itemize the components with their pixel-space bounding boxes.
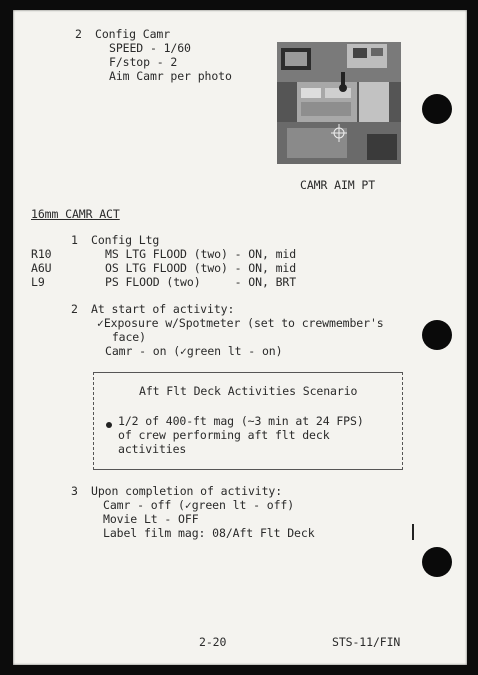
step3-line: Camr - off (✓green lt - off) [103,498,295,512]
scenario-title: Aft Flt Deck Activities Scenario [139,384,358,398]
document-id: STS-11/FIN [332,635,401,649]
scenario-line: activities [118,442,187,456]
scenario-line: 1/2 of 400-ft mag (~3 min at 24 FPS) [118,414,364,428]
binder-hole [422,94,452,124]
step3-title: Upon completion of activity: [91,484,283,498]
section-title: 16mm CAMR ACT [31,207,120,221]
photo-caption: CAMR AIM PT [300,178,376,192]
change-bar [412,524,414,540]
step3-number: 3 [71,484,78,498]
step2-line: Camr - on (✓green lt - on) [105,344,283,358]
step1-title: Config Ltg [91,233,160,247]
step2-number: 2 [71,302,78,316]
panel-label: A6U [31,261,52,275]
step2-line: face) [105,330,146,344]
step2-line: ✓Exposure w/Spotmeter (set to crewmember's [97,316,384,330]
step2-config-line: SPEED - 1/60 [109,41,191,55]
checklist-page [13,10,467,665]
bullet-icon [106,422,112,428]
step1-row-text: MS LTG FLOOD (two) - ON, mid [105,247,297,261]
binder-hole [422,547,452,577]
step3-line: Movie Lt - OFF [103,512,199,526]
step2-config-line: F/stop - 2 [109,55,178,69]
scenario-line: of crew performing aft flt deck [118,428,330,442]
cockpit-photo-image [277,42,401,164]
step3-line: Label film mag: 08/Aft Flt Deck [103,526,315,540]
page-number: 2-20 [199,635,227,649]
step2-title: At start of activity: [91,302,235,316]
camera-aim-photo [277,42,401,164]
step1-row-text: PS FLOOD (two) - ON, BRT [105,275,297,289]
panel-label: L9 [31,275,45,289]
step2-config-line: Aim Camr per photo [109,69,232,83]
step1-number: 1 [71,233,78,247]
binder-hole [422,320,452,350]
panel-label: R10 [31,247,52,261]
step2-config-number: 2 [75,27,82,41]
step2-config-title: Config Camr [95,27,171,41]
step1-row-text: OS LTG FLOOD (two) - ON, mid [105,261,297,275]
